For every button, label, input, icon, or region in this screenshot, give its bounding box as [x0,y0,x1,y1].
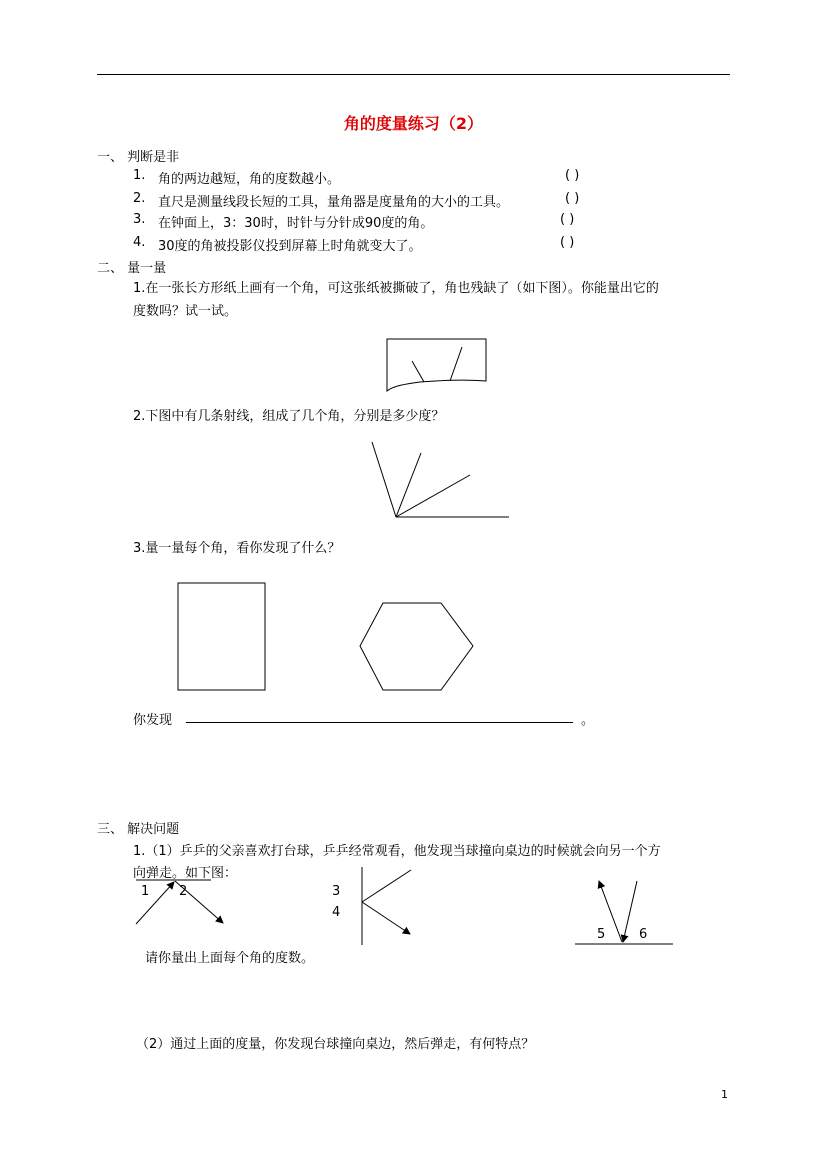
page-number: 1 [721,1088,728,1101]
s1-item1-text: 角的两边越短，角的度数越小。 [158,172,341,187]
s1-item3-text: 在钟面上，3：30时，时针与分针成90度的角。 [158,216,434,231]
s3-q1-instruction: 请你量出上面每个角的度数。 [145,951,315,966]
angle-label-3: 3 [332,884,341,899]
rectangle-shape [178,583,265,690]
hexagon-shape [360,603,473,690]
rays-figure [372,442,509,517]
angle-label-6: 6 [639,927,648,942]
s1-item2-text: 直尺是测量线段长短的工具，量角器是度量角的大小的工具。 [158,195,510,210]
s3-q2-text: （2）通过上面的度量，你发现台球撞向桌边，然后弹走，有何特点？ [136,1037,535,1052]
s1-item3-answer-paren[interactable]: ( ) [560,212,575,227]
angle-label-1: 1 [141,884,150,899]
billiard-figure-1 [136,880,223,924]
s1-item4-text: 30度的角被投影仪投到屏幕上时角就变大了。 [158,239,422,254]
billiard-figure-2 [362,867,411,945]
s1-item2-answer-paren[interactable]: ( ) [565,191,580,206]
s1-item4-answer-paren[interactable]: ( ) [560,235,575,250]
torn-paper-figure [387,339,486,391]
s2-q1-line1: 1.在一张长方形纸上画有一个角，可这张纸被撕破了，角也残缺了（如下图）。你能量出它的 [133,281,659,296]
s1-item3-num: 3. [133,212,146,227]
s2-q3-text: 3.量一量每个角，看你发现了什么？ [133,541,341,556]
section1-heading: 一、 判断是非 [97,150,180,165]
page-title: 角的度量练习（2） [343,114,484,133]
discover-end-mark: 。 [581,713,595,728]
s1-item2-num: 2. [133,191,146,206]
s2-q2-text: 2.下图中有几条射线，组成了几个角，分别是多少度？ [133,409,445,424]
discover-label: 你发现 [133,713,173,728]
s3-q1-line2: 向弹走。如下图： [133,866,238,881]
s1-item1-answer-paren[interactable]: ( ) [565,168,580,183]
angle-label-5: 5 [597,927,606,942]
section2-heading: 二、 量一量 [97,261,167,276]
section3-heading: 三、 解决问题 [97,822,180,837]
billiard-figure-3 [575,881,673,944]
s1-item4-num: 4. [133,235,146,250]
s1-item1-num: 1. [133,168,146,183]
s2-q1-line2: 度数吗？试一试。 [133,304,238,319]
s3-q1-line1: 1.（1）乒乒的父亲喜欢打台球，乒乒经常观看，他发现当球撞向桌边的时候就会向另一个方 [133,844,661,859]
angle-label-2: 2 [179,884,188,899]
angle-label-4: 4 [332,905,341,920]
